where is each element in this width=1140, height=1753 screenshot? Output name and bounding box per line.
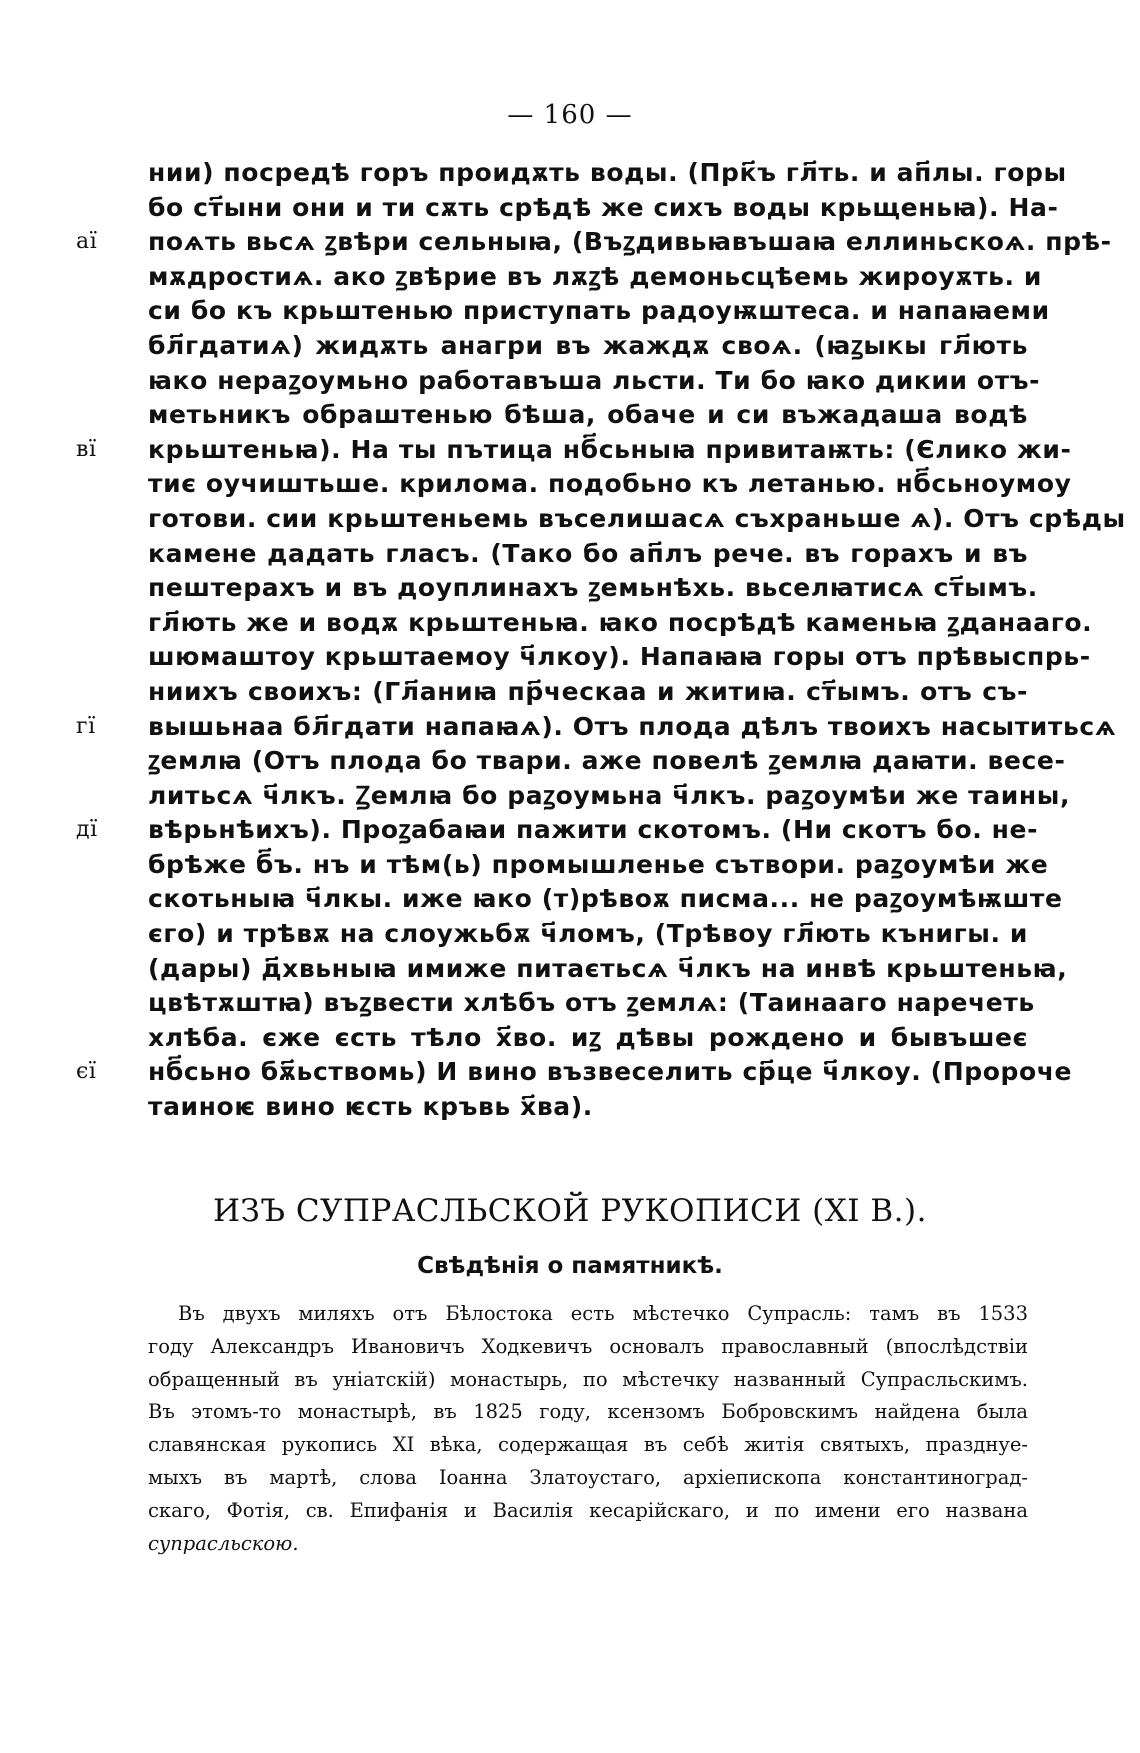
margin-verse-number: вї bbox=[76, 436, 97, 462]
intro-line: году Александръ Ивановичъ Ходкевичъ основалъ православный (впослѣдствіи bbox=[148, 1334, 1028, 1358]
line-text: литьсѧ ч҃лкъ. Ꙁемлꙗ бо раꙁоумьна ч҃лкъ. раꙁоумѣи же таины, bbox=[148, 780, 1071, 810]
line-text: скотьныꙗ ч҃лкы. иже ꙗко (т)рѣвоѫ писма... не раꙁоумѣѭште bbox=[148, 884, 1063, 914]
text-line bbox=[148, 191, 1059, 226]
text-line bbox=[148, 294, 1050, 329]
text-line bbox=[148, 744, 1066, 779]
line-text: камене дадать гласъ. (Тако бо ап҃лъ рече. въ горахъ и въ bbox=[148, 538, 1028, 568]
line-text: пештерахъ и въ доуплинахъ ꙁемьнѣхь. вьселꙗтисѧ ст҃ымъ. bbox=[148, 573, 1038, 603]
line-text: поѧть вьсѧ ꙁвѣри сельныꙗ, (Въꙁдивьꙗвъшаꙗ еллиньскоѧ. прѣ- bbox=[148, 227, 1112, 257]
text-line bbox=[148, 848, 1049, 883]
text-line bbox=[76, 813, 1039, 848]
text-line bbox=[76, 710, 1117, 745]
line-text: таиноѥ вино ѥсть кръвь х҃ва). bbox=[148, 1092, 593, 1122]
text-line bbox=[148, 882, 1063, 917]
margin-verse-number: єї bbox=[76, 1059, 97, 1085]
line-text: ꙁемлꙗ (Отъ плода бо твари. аже повелѣ ꙁемлꙗ даꙗти. весе- bbox=[148, 746, 1066, 776]
margin-verse-number: аї bbox=[76, 229, 98, 255]
text-line bbox=[76, 225, 1112, 260]
intro-line: Въ двухъ миляхъ отъ Бѣлостока есть мѣстечко Супрасль: тамъ въ 1533 bbox=[178, 1302, 1028, 1325]
text-line bbox=[148, 537, 1028, 572]
text-line bbox=[148, 986, 1035, 1021]
line-text: тиє оучиштьше. крилома. подобьно къ летанью. нб҃сьноумоу bbox=[148, 469, 1072, 499]
text-line bbox=[148, 917, 1028, 952]
text-line bbox=[148, 502, 1126, 537]
line-text: вышьнаа бл҃гдати напаꙗѧ). Отъ плода дѣлъ твоихъ насытитьсѧ bbox=[148, 711, 1117, 741]
text-line bbox=[148, 779, 1071, 814]
text-line bbox=[148, 952, 1068, 987]
text-line bbox=[76, 1055, 1073, 1090]
line-text: ꙗко нераꙁоумьно работавъша льсти. Ти бо ꙗко дикии отъ- bbox=[148, 365, 1041, 395]
intro-paragraph bbox=[148, 1298, 1028, 1560]
page-number: — 160 — bbox=[507, 100, 633, 130]
line-text: готови. сии крьштеньемь въселишасѧ съхраньше ѧ). Отъ срѣды bbox=[148, 503, 1126, 533]
text-line bbox=[148, 156, 1067, 191]
line-text: нб҃сьно бѫ҃ьствомь) И вино възвеселить ср҃це ч҃лкоу. (Пророче bbox=[148, 1057, 1073, 1087]
text-line bbox=[148, 467, 1072, 502]
text-line bbox=[148, 260, 1043, 295]
line-text: бо ст҃ыни они и ти сѫть срѣдѣ же сихъ воды крьщеньꙗ). На- bbox=[148, 192, 1059, 222]
line-text: єго) и трѣвѫ на слоужьбѫ ч҃ломъ, (Трѣвоу гл҃ють кънигы. и bbox=[148, 919, 1028, 949]
margin-verse-number: дї bbox=[76, 817, 98, 843]
intro-line: мыхъ въ мартѣ, слова Іоанна Златоустаго, архіепископа константиноград- bbox=[148, 1465, 1028, 1489]
line-text: (дары) д҃хвьныꙗ имиже питаєтьсѧ ч҃лкъ на инвѣ крьштеньꙗ, bbox=[148, 953, 1068, 983]
line-text: крьштеньꙗ). На ты пътица нб҃сьныꙗ привитаѭть: (Єлико жи- bbox=[148, 434, 1072, 464]
text-line bbox=[148, 329, 1028, 364]
line-text: мѫдростиѧ. ако ꙁвѣрие въ лѫꙁѣ демоньсцѣемь жироуѫть. и bbox=[148, 261, 1043, 291]
section-subtitle: Свѣдѣнія о памятникѣ. bbox=[417, 1253, 723, 1279]
line-text: ниихъ своихъ: (Гл҃аниꙗ пр҃ческаа и житиꙗ. ст҃ымъ. отъ съ- bbox=[148, 676, 1028, 706]
text-line bbox=[148, 640, 1091, 675]
text-line bbox=[148, 1021, 1028, 1056]
section-title: ИЗЪ СУПРАСЛЬСКОЙ РУКОПИСИ (XI В.). bbox=[212, 1193, 927, 1229]
text-line bbox=[148, 606, 1093, 641]
line-text: бл҃гдатиѧ) жидѫть анагри въ жаждѫ своѧ. (ꙗꙁыкы гл҃ють bbox=[148, 330, 1028, 360]
intro-line: скаго, Фотія, св. Епифанія и Василія кесарійскаго, и по имени его названа bbox=[148, 1498, 1028, 1522]
intro-line: супрасльскою. bbox=[148, 1531, 299, 1555]
intro-line: славянская рукопись XI вѣка, содержащая въ себѣ житія святыхъ, празднуе- bbox=[148, 1433, 1028, 1457]
line-text: нии) посредѣ горъ проидѫть воды. (Прк҃ъ гл҃ть. и ап҃лы. горы bbox=[148, 158, 1067, 187]
line-text: метьникъ обраштенью бѣша, обаче и си въжадаша водѣ bbox=[148, 400, 1028, 430]
line-text: шюмаштоу крьштаемоу ч҃лкоу). Напаꙗꙗ горы отъ прѣвыспрь- bbox=[148, 642, 1091, 672]
text-line bbox=[148, 398, 1028, 433]
text-line bbox=[148, 675, 1028, 710]
intro-line: Въ этомъ-то монастырѣ, въ 1825 году, ксензомъ Бобровскимъ найдена была bbox=[148, 1400, 1028, 1424]
church-slavonic-text-block bbox=[76, 156, 1126, 1125]
text-line bbox=[148, 1090, 1028, 1125]
line-text: вѣрьнѣихъ). Проꙁабаꙗи пажити скотомъ. (Ни скотъ бо. не- bbox=[148, 815, 1039, 845]
line-text: си бо къ крьштенью приступать радоуѭштеса. и напаꙗеми bbox=[148, 296, 1050, 326]
text-line bbox=[76, 433, 1072, 468]
text-line bbox=[148, 364, 1041, 399]
line-text: цвѣтѫштꙗ) въꙁвести хлѣбъ отъ ꙁемлѧ: (Таинааго нарeчeть bbox=[148, 988, 1035, 1018]
text-line bbox=[148, 571, 1038, 606]
line-text: брѣже б҃ъ. нъ и тѣм(ь) промышленье сътвори. раꙁоумѣи же bbox=[148, 849, 1049, 879]
line-text: гл҃ють же и водѫ крьштеньꙗ. ꙗко посрѣдѣ каменьꙗ ꙁданааго. bbox=[148, 607, 1093, 637]
intro-line: обращенный въ уніатскій) монастырь, по мѣстечку названный Супрасльскимъ. bbox=[148, 1367, 1028, 1391]
margin-verse-number: гї bbox=[76, 713, 96, 739]
line-text: хлѣба. єже єсть тѣло х҃во. иꙁ дѣвы рождено и бывъшеє bbox=[148, 1022, 1028, 1052]
